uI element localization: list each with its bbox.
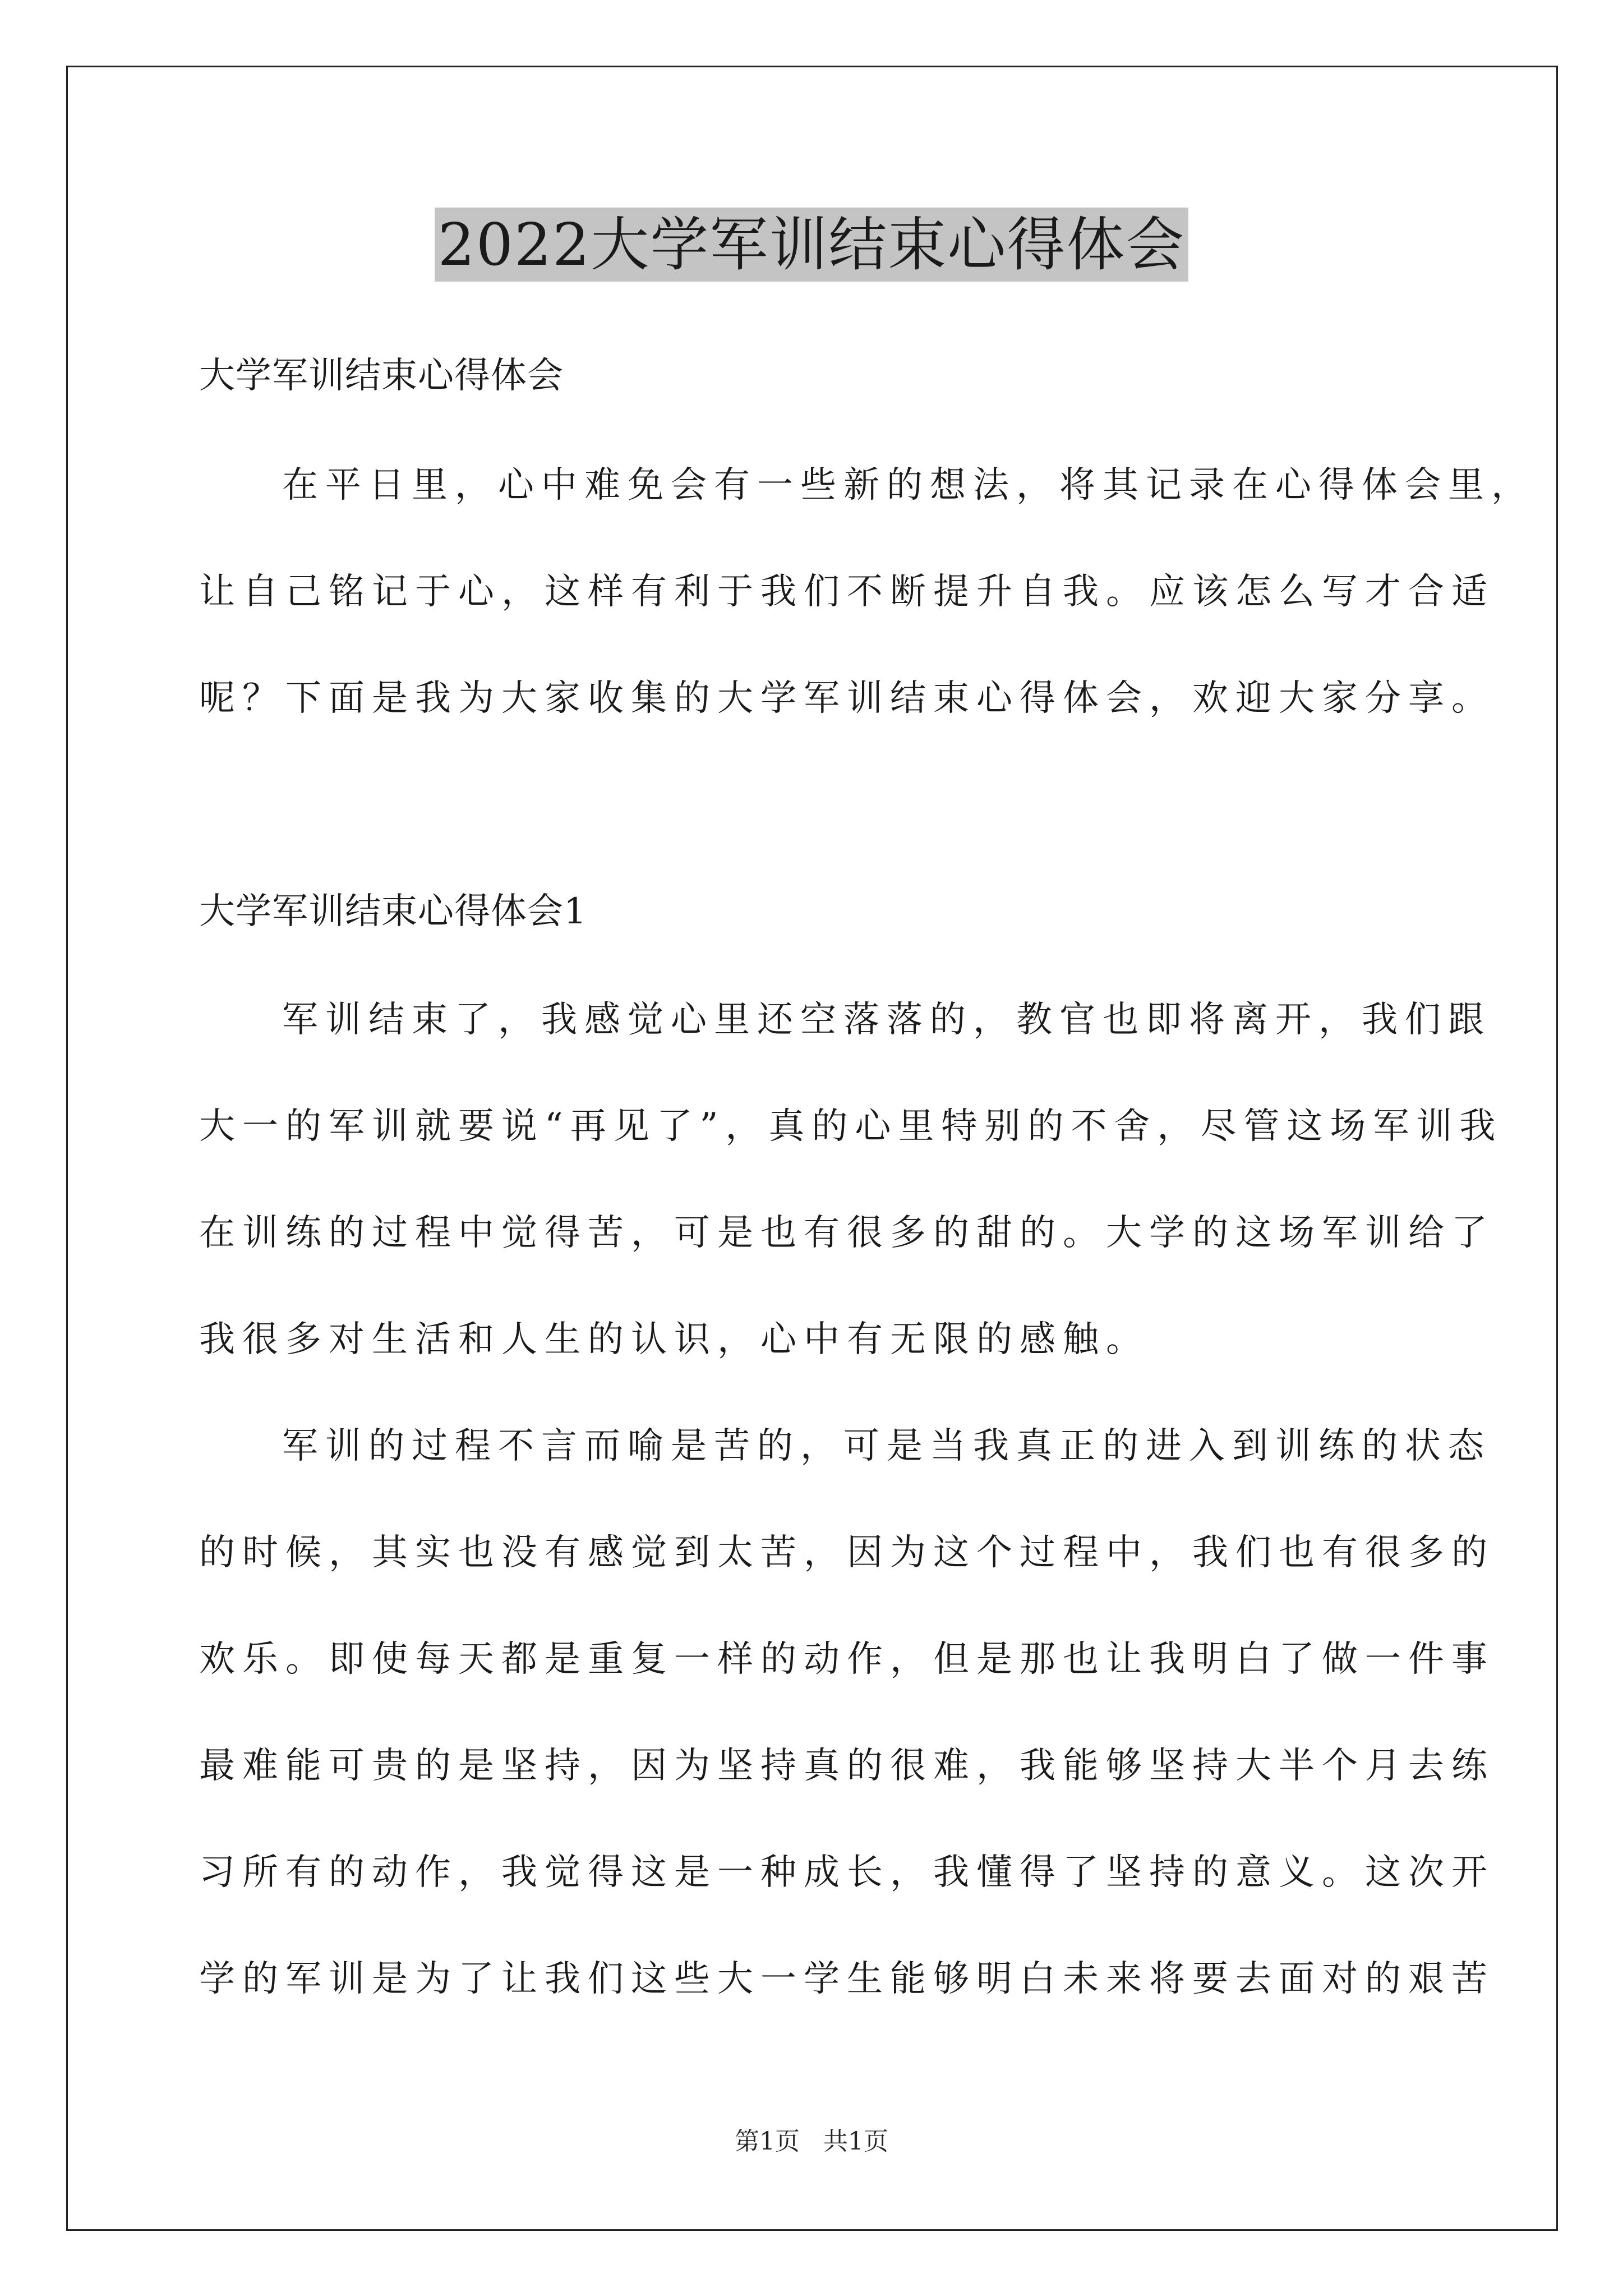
paragraph-line: 欢乐。即使每天都是重复一样的动作，但是那也让我明白了做一件事 — [199, 1639, 1495, 1680]
paragraph-line: 学的军训是为了让我们这些大一学生能够明白未来将要去面对的艰苦 — [199, 1958, 1495, 2000]
paragraph-line: 我很多对生活和人生的认识，心中有无限的感触。 — [199, 1319, 1149, 1360]
paragraph-line: 最难能可贵的是坚持，因为坚持真的很难，我能够坚持大半个月去练 — [199, 1745, 1495, 1787]
paragraph-line: 的时候，其实也没有感觉到太苦，因为这个过程中，我们也有很多的 — [199, 1532, 1495, 1573]
paragraph-line: 军训结束了，我感觉心里还空落落的，教官也即将离开，我们跟 — [282, 999, 1491, 1041]
intro-line: 在平日里，心中难免会有一些新的想法，将其记录在心得体会里， — [282, 464, 1534, 506]
page-total: 共1页 — [823, 2127, 888, 2156]
title-block — [0, 208, 1623, 282]
intro-line: 呢？下面是我为大家收集的大学军训结束心得体会，欢迎大家分享。 — [199, 678, 1495, 719]
page-number: 第1页 — [735, 2127, 800, 2156]
section-heading: 大学军训结束心得体会1 — [199, 891, 587, 932]
paragraph-line: 军训的过程不言而喻是苦的，可是当我真正的进入到训练的状态 — [282, 1425, 1491, 1467]
intro-line: 让自己铭记于心，这样有利于我们不断提升自我。应该怎么写才合适 — [199, 571, 1495, 613]
page-footer — [0, 2126, 1623, 2157]
subtitle: 大学军训结束心得体会 — [199, 355, 564, 397]
paragraph-line: 习所有的动作，我觉得这是一种成长，我懂得了坚持的意义。这次开 — [199, 1852, 1495, 1893]
document-title: 2022大学军训结束心得体会 — [435, 208, 1189, 282]
paragraph-line: 在训练的过程中觉得苦，可是也有很多的甜的。大学的这场军训给了 — [199, 1212, 1495, 1254]
paragraph-line: 大一的军训就要说“再见了”，真的心里特别的不舍，尽管这场军训我 — [199, 1106, 1503, 1147]
